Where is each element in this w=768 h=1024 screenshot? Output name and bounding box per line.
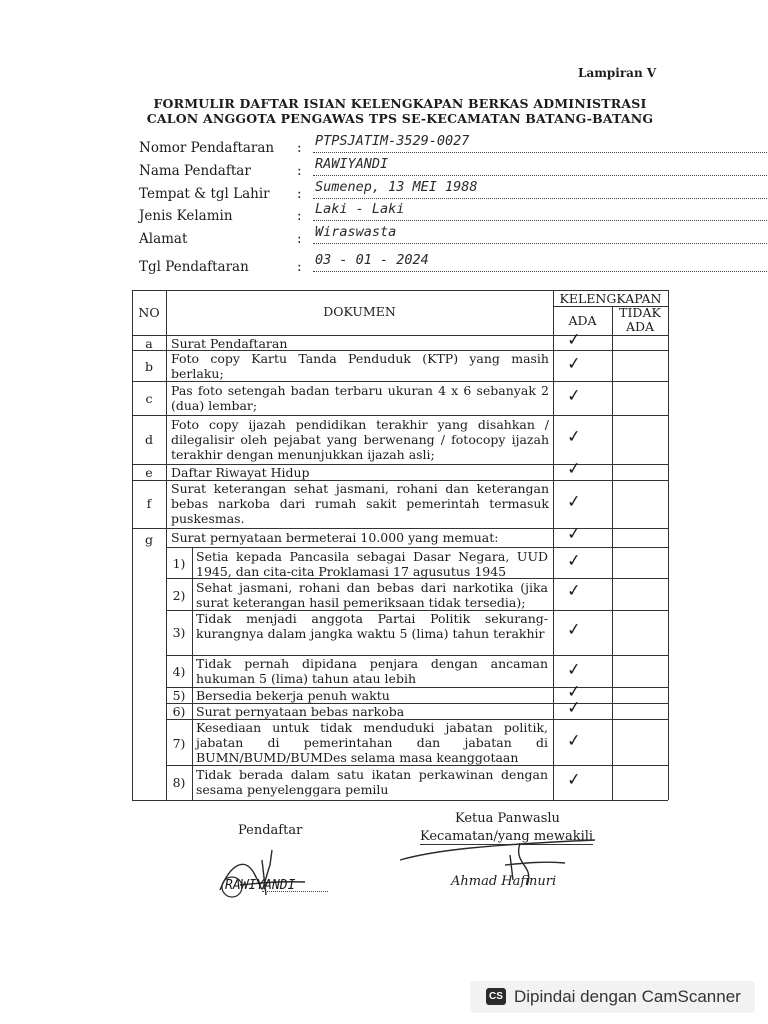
check-mark: ✓	[565, 329, 583, 351]
row-document-text: Surat keterangan sehat jasmani, rohani dan keterangan bebas narkoba dari rumah sakit pemerintah termasuk puskesmas.	[171, 481, 549, 526]
subrow-document-text: Setia kepada Pancasila sebagai Dasar Negara, UUD 1945, dan cita-cita Proklamasi 17 agusutus 1945	[196, 549, 548, 579]
check-mark: ✓	[565, 491, 583, 513]
table-border	[166, 547, 668, 548]
field-colon: :	[297, 259, 302, 275]
subrow-document-text: Bersedia bekerja penuh waktu	[196, 688, 390, 703]
check-mark: ✓	[565, 353, 583, 375]
field-colon: :	[297, 163, 302, 179]
table-border	[132, 528, 668, 529]
check-mark: ✓	[565, 580, 583, 602]
subrow-number: 1)	[172, 556, 186, 571]
field-colon: :	[297, 231, 302, 247]
table-border	[166, 765, 668, 766]
subrow-number: 8)	[172, 775, 186, 790]
subrow-document-text: Tidak pernah dipidana penjara dengan ancaman hukuman 5 (lima) tahun atau lebih	[196, 656, 548, 686]
header-no: NO	[138, 305, 160, 320]
row-document-text: Daftar Riwayat Hidup	[171, 465, 310, 480]
row-letter: a	[145, 336, 153, 351]
signature-label-chair: Ketua Panwaslu	[455, 811, 560, 826]
subrow-number: 5)	[172, 688, 186, 703]
camscanner-text: Dipindai dengan CamScanner	[514, 987, 741, 1006]
field-colon: :	[297, 140, 302, 156]
table-border	[166, 290, 167, 800]
header-ada: ADA	[568, 313, 597, 328]
subrow-document-text: Kesediaan untuk tidak menduduki jabatan politik, jabatan di pemerintahan dan jabatan di BUMN/BUMD/BUMDes selama masa keanggotaan	[196, 720, 548, 765]
row-document-text: Surat Pendaftaran	[171, 336, 288, 351]
field-label: Tgl Pendaftaran	[139, 259, 249, 275]
table-border	[192, 547, 193, 800]
subrow-number: 2)	[172, 588, 186, 603]
field-colon: :	[297, 186, 302, 202]
subrow-number: 3)	[172, 625, 186, 640]
header-completeness: KELENGKAPAN	[559, 291, 662, 306]
table-border	[132, 415, 668, 416]
field-value: RAWIYANDI	[315, 156, 389, 172]
header-ada-label: ADA	[625, 319, 655, 334]
field-label: Alamat	[139, 231, 188, 247]
row-document-text: Foto copy ijazah pendidikan terakhir yang disahkan / dilegalisir oleh pejabat yang berwenang / fotocopy ijazah terakhir dengan menunjukkan ijazah asli;	[171, 417, 549, 462]
field-label: Nama Pendaftar	[139, 163, 251, 179]
field-value: 03 - 01 - 2024	[315, 252, 429, 268]
field-label: Jenis Kelamin	[139, 208, 233, 224]
check-mark: ✓	[565, 697, 583, 719]
row-letter: c	[145, 391, 153, 406]
header-document: DOKUMEN	[323, 304, 396, 319]
table-border	[668, 290, 669, 800]
subrow-document-text: Tidak menjadi anggota Partai Politik sekurang-kurangnya dalam jangka waktu 5 (lima) tahun terakhir	[196, 611, 548, 641]
applicant-signature	[200, 845, 340, 905]
row-letter: e	[145, 465, 153, 480]
check-mark: ✓	[565, 619, 583, 641]
camscanner-watermark	[470, 981, 755, 1013]
camscanner-logo-icon: CS	[486, 988, 506, 1005]
subrow-number: 7)	[172, 736, 186, 751]
field-label: Nomor Pendaftaran	[139, 140, 275, 156]
field-label: Tempat & tgl Lahir	[139, 186, 270, 202]
signature-label-chair-sub-text: Kecamatan/yang mewakili	[420, 829, 594, 844]
check-mark: ✓	[565, 458, 583, 480]
subrow-number: 6)	[172, 704, 186, 719]
appendix-label: Lampiran V	[578, 66, 657, 80]
table-border	[553, 290, 554, 800]
field-value: Sumenep, 13 MEI 1988	[315, 179, 478, 195]
signature-name-applicant: RAWIYANDI	[225, 878, 296, 893]
check-mark: ✓	[565, 550, 583, 572]
table-border	[132, 381, 668, 382]
signature-name-chair: Ahmad Hafinuri	[451, 874, 557, 889]
row-letter: d	[144, 432, 153, 447]
field-value: Laki - Laki	[315, 201, 405, 217]
subrow-document-text: Tidak berada dalam satu ikatan perkawinan dengan sesama penyelenggara pemilu	[196, 767, 548, 797]
check-mark: ✓	[565, 523, 583, 545]
header-tidak-label: TIDAK	[619, 305, 661, 320]
signature-label-applicant: Pendaftar	[238, 823, 303, 838]
row-letter: f	[146, 496, 152, 511]
row-document-text: Surat pernyataan bermeterai 10.000 yang memuat:	[171, 530, 499, 545]
form-title-line-2: CALON ANGGOTA PENGAWAS TPS SE-KECAMATAN BATANG-BATANG	[146, 111, 654, 126]
field-value: Wiraswasta	[315, 224, 397, 240]
check-mark: ✓	[565, 730, 583, 752]
check-mark: ✓	[565, 769, 583, 791]
check-mark: ✓	[565, 681, 583, 703]
row-document-text: Foto copy Kartu Tanda Penduduk (KTP) yang masih berlaku;	[171, 351, 549, 381]
check-mark: ✓	[565, 426, 583, 448]
form-title-line-1: FORMULIR DAFTAR ISIAN KELENGKAPAN BERKAS ADMINISTRASI	[153, 96, 647, 111]
row-document-text: Pas foto setengah badan terbaru ukuran 4 x 6 sebanyak 2 (dua) lembar;	[171, 383, 549, 413]
field-value: PTPSJATIM-3529-0027	[315, 133, 470, 149]
table-border	[132, 800, 668, 801]
row-letter: g	[144, 532, 153, 547]
row-letter: b	[144, 359, 153, 374]
subrow-document-text: Surat pernyataan bebas narkoba	[196, 704, 405, 719]
header-tidak-ada	[612, 306, 668, 334]
subrow-document-text: Sehat jasmani, rohani dan bebas dari narkotika (jika surat keterangan hasil pemeriksaan tidak tersedia);	[196, 580, 548, 610]
check-mark: ✓	[565, 385, 583, 407]
check-mark: ✓	[565, 659, 583, 681]
signature-dotted-line	[262, 891, 328, 892]
subrow-number: 4)	[172, 664, 186, 679]
field-colon: :	[297, 208, 302, 224]
